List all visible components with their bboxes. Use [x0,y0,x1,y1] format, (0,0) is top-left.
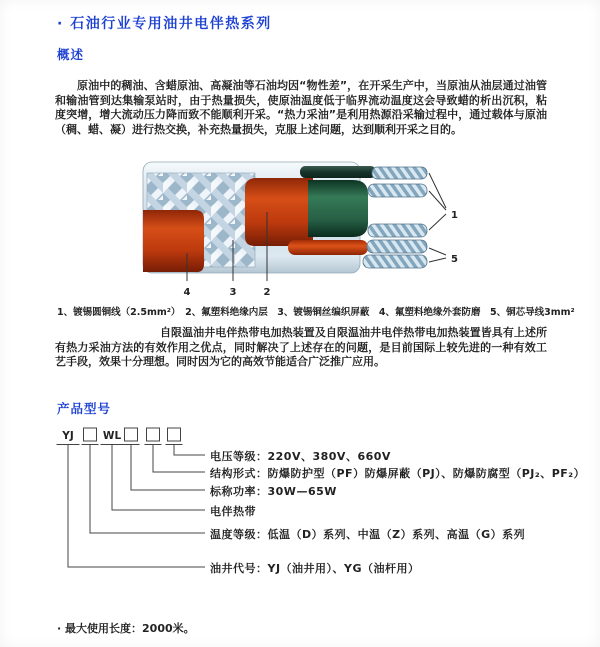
connector-temperature [90,445,205,534]
model-code-box-1 [84,428,97,441]
model-code-box-3 [147,428,160,441]
overview-paragraph-2: 自限温油井电伴热带电加热装置及自限温油井电伴热带电加热装置皆具有上述所有热力采油方法的有效作用之优点，同时解决了上述存在的问题，是目前国际上较先进的一种有效工艺手段，效果十分理想。同时因为它的高效节能适合广泛推广应用。 [55,326,547,369]
stranded-wire-4 [367,240,427,253]
model-label-voltage: 电压等级：220V、380V、660V [210,450,391,463]
callout-number-1: 1 [451,210,458,221]
model-label-structure: 结构形式：防爆防护型（PF）防爆屏蔽（PJ）、防爆防腐型（PJ₂、PF₂） [210,467,586,480]
model-label-heat-band: 电伴热带 [210,505,256,518]
section-heading-product-model: 产品型号 [57,401,112,416]
connector-structure [153,445,205,473]
connector-heat-band [112,445,205,511]
callout-number-4: 4 [183,287,191,298]
inner-insulation-layer [245,178,313,246]
callout-1-lines [429,173,446,230]
model-label-power: 标称功率：30W—65W [210,485,337,498]
stranded-wire-1 [372,167,427,179]
diagram-caption: 1、镀锡圆铜线（2.5mm²） 2、氟塑料绝缘内层 3、镀锡铜丝编织屏蔽 4、氟塑料绝缘外套防磨 5、铜芯导线3mm² [57,307,575,318]
overview-paragraph-1: 原油中的稠油、含蜡原油、高凝油等石油均因“物性差”，在开采生产中，当原油从油层通过油管和输油管到达集输泵站时，由于热量损失，使原油温度低于临界流动温度这会导致蜡的析出沉积，粘度突增，增大流动压力降而致不能顺利开采。“热力采油”是利用热源沿采输过程中，通过载体与原油（稠、蜡、凝）进行热交换，补充热量损失，克服上述问题，达到顺利开采之目的。 [55,79,547,137]
cable-cross-section-diagram [115,152,495,302]
model-code-yj: YJ [62,430,74,442]
stranded-wire-3 [368,224,427,237]
heating-core [308,180,368,237]
model-label-temperature: 温度等级：低温（D）系列、中温（Z）系列、高温（G）系列 [210,528,526,541]
model-code-wl: WL [102,430,122,442]
top-wire [300,166,376,178]
connector-well-code [68,445,205,568]
connector-power [131,445,205,491]
callout-number-3: 3 [229,287,237,298]
red-conductor [288,240,368,255]
max-length-note: · 最大使用长度：2000米。 [57,622,195,635]
outer-sheath-layer [143,210,204,272]
stranded-wire-5 [363,255,427,268]
page-title: · 石油行业专用油井电伴热系列 [57,16,272,32]
callout-5-lines [429,248,446,262]
section-heading-overview: 概述 [57,47,85,62]
connector-voltage [174,445,205,456]
callout-number-5: 5 [451,254,458,265]
model-code-box-4 [168,428,181,441]
callout-number-2: 2 [263,287,271,298]
model-code-diagram [40,424,210,574]
stranded-wire-2 [368,184,427,197]
model-label-well-code: 油井代号：YJ（油井用）、YG（油杆用） [210,562,420,575]
model-code-box-2 [125,428,138,441]
